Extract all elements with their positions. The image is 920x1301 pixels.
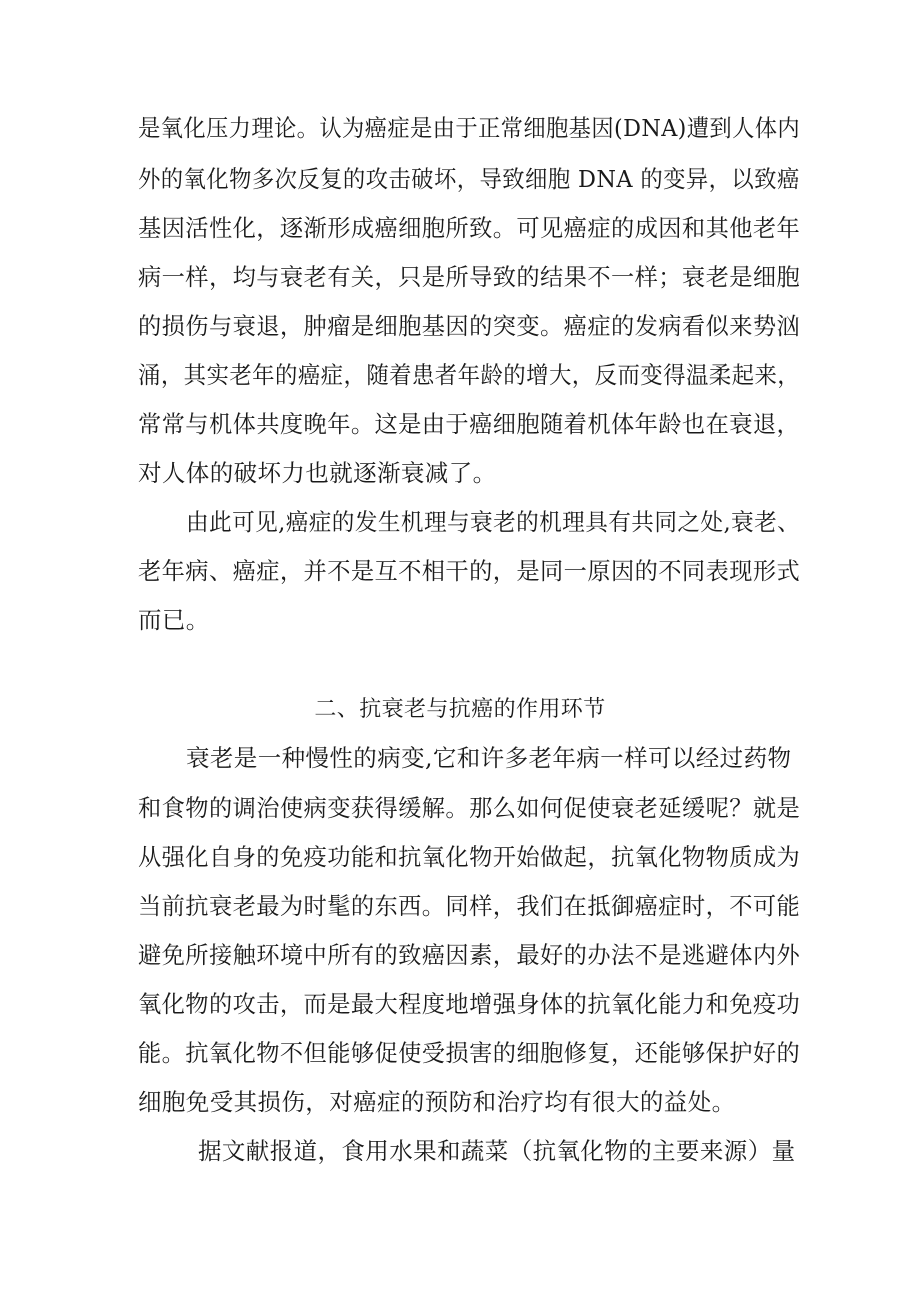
section-heading: 二、抗衰老与抗癌的作用环节 [314,697,606,722]
paragraph-1-line: 基因活性化，逐渐形成癌细胞所致。可见癌症的成因和其他老年 [138,214,801,242]
paragraph-2-line: 老年病、癌症，并不是互不相干的，是同一原因的不同表现形式 [138,557,801,585]
paragraph-3-line: 衰老是一种慢性的病变,它和许多老年病一样可以经过药物 [186,744,792,772]
paragraph-3-line: 从强化自身的免疫功能和抗氧化物开始做起，抗氧化物物质成为 [138,843,801,871]
paragraph-1-line: 的损伤与衰退，肿瘤是细胞基因的突变。癌症的发病看似来势汹 [138,312,801,340]
paragraph-3-line: 能。抗氧化物不但能够促使受损害的细胞修复，还能够保护好的 [138,1039,801,1067]
paragraph-1-line: 外的氧化物多次反复的攻击破坏，导致细胞 DNA 的变异，以致癌 [138,165,800,193]
paragraph-2-line: 由此可见,癌症的发生机理与衰老的机理具有共同之处,衰老、 [186,508,801,536]
paragraph-1-line: 是氧化压力理论。认为癌症是由于正常细胞基因(DNA)遭到人体内 [138,114,801,142]
paragraph-3-line: 当前抗衰老最为时髦的东西。同样，我们在抵御癌症时，不可能 [138,892,801,920]
paragraph-2-line: 而已。 [138,606,210,634]
paragraph-1-line: 涌，其实老年的癌症，随着患者年龄的增大，反而变得温柔起来， [138,361,801,389]
paragraph-1-line: 常常与机体共度晚年。这是由于癌细胞随着机体年龄也在衰退， [138,410,801,438]
paragraph-1-line: 病一样，均与衰老有关，只是所导致的结果不一样；衰老是细胞 [138,263,801,291]
paragraph-3-line: 氧化物的攻击，而是最大程度地增强身体的抗氧化能力和免疫功 [138,990,801,1018]
paragraph-1-line: 对人体的破坏力也就逐渐衰减了。 [138,459,497,487]
paragraph-4-line: 据文献报道，食用水果和蔬菜（抗氧化物的主要来源）量 [198,1137,796,1165]
paragraph-3-line: 和食物的调治使病变获得缓解。那么如何促使衰老延缓呢？就是 [138,794,801,822]
paragraph-3-line: 避免所接触环境中所有的致癌因素，最好的办法不是逃避体内外 [138,941,801,969]
paragraph-3-line: 细胞免受其损伤，对癌症的预防和治疗均有很大的益处。 [138,1088,736,1116]
